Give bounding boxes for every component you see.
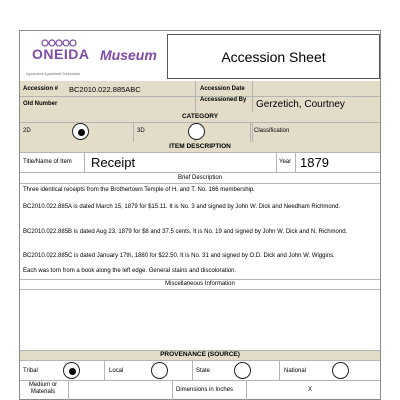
provenance-option-label-national: National: [284, 368, 307, 374]
misc-info-heading: Miscellaneous Information: [165, 281, 235, 287]
category-option-label-2d: 2D: [23, 128, 31, 134]
brief-description-heading: Brief Description: [177, 175, 222, 181]
provenance-radio-state[interactable]: [234, 362, 251, 379]
provenance-heading: PROVENANCE (SOURCE): [20, 350, 380, 360]
provenance-radio-tribal[interactable]: [63, 362, 80, 379]
accession-number-label: Accession #: [23, 86, 59, 92]
provenance-option-label-state: State: [196, 368, 211, 374]
item-year-label: Year: [279, 159, 292, 165]
item-title-label: Title/Name of Item: [23, 159, 72, 165]
accession-date-label: Accession Date: [200, 86, 245, 92]
provenance-radio-local[interactable]: [151, 362, 168, 379]
item-year-value[interactable]: 1879: [300, 155, 329, 170]
dimensions-separator: X: [308, 387, 313, 393]
category-heading: CATEGORY: [20, 112, 380, 122]
medium-materials-label: Medium or Materials: [28, 382, 58, 395]
brief-description-paragraph: Each was torn from a book along the left edge. General stains and discoloration.: [23, 268, 237, 274]
accession-number-value[interactable]: BC2010.022.885ABC: [69, 85, 141, 94]
dimensions-label: Dimensions in Inches: [176, 387, 234, 393]
oneida-logo: [20, 31, 167, 81]
accession-sheet: [19, 30, 381, 400]
sheet-title: Accession Sheet: [167, 34, 380, 79]
category-radio-3d[interactable]: [188, 123, 205, 140]
category-radio-2d[interactable]: [72, 123, 89, 140]
category-option-label-3d: 3D: [137, 128, 145, 134]
logo-tagline: Agwanahot Agwahlahti Tsiniswadis: [26, 72, 81, 76]
brief-description-paragraph: Three identical receipts from the Brothertown Temple of H. and T. No. 166 membership.: [23, 187, 255, 193]
classification-label: Classification: [254, 128, 290, 134]
provenance-radio-national[interactable]: [332, 362, 349, 379]
provenance-option-label-local: Local: [109, 368, 124, 374]
accessioned-by-value[interactable]: Gerzetich, Courtney: [256, 99, 345, 110]
brief-description-paragraph: BC2010.022.885A is dated March 15, 1879 for $15.11. It is No. 3 and signed by John W. Dick and Needham Richmond.: [23, 204, 341, 210]
brief-description-paragraph: BC2010.022.885B is dated Aug 23, 1879 for $8 and 37.5 cents. It is No. 19 and signed by John W. Dick and N. Richmond.: [23, 229, 348, 235]
item-title-value[interactable]: Receipt: [91, 155, 136, 170]
logo-wordmark: ONEIDA: [32, 46, 90, 62]
provenance-option-label-tribal: Tribal: [23, 368, 38, 374]
item-description-heading: ITEM DESCRIPTION: [20, 142, 380, 152]
accessioned-by-label: Accessioned By: [200, 97, 247, 103]
museum-label: Museum: [100, 47, 157, 63]
brief-description-paragraph: BC2010.022.885C is dated January 17th, 1880 for $22.50. It is No. 31 and signed by O.D. Dick and John W. Wiggins.: [23, 253, 335, 259]
old-number-label: Old Number: [23, 101, 58, 107]
